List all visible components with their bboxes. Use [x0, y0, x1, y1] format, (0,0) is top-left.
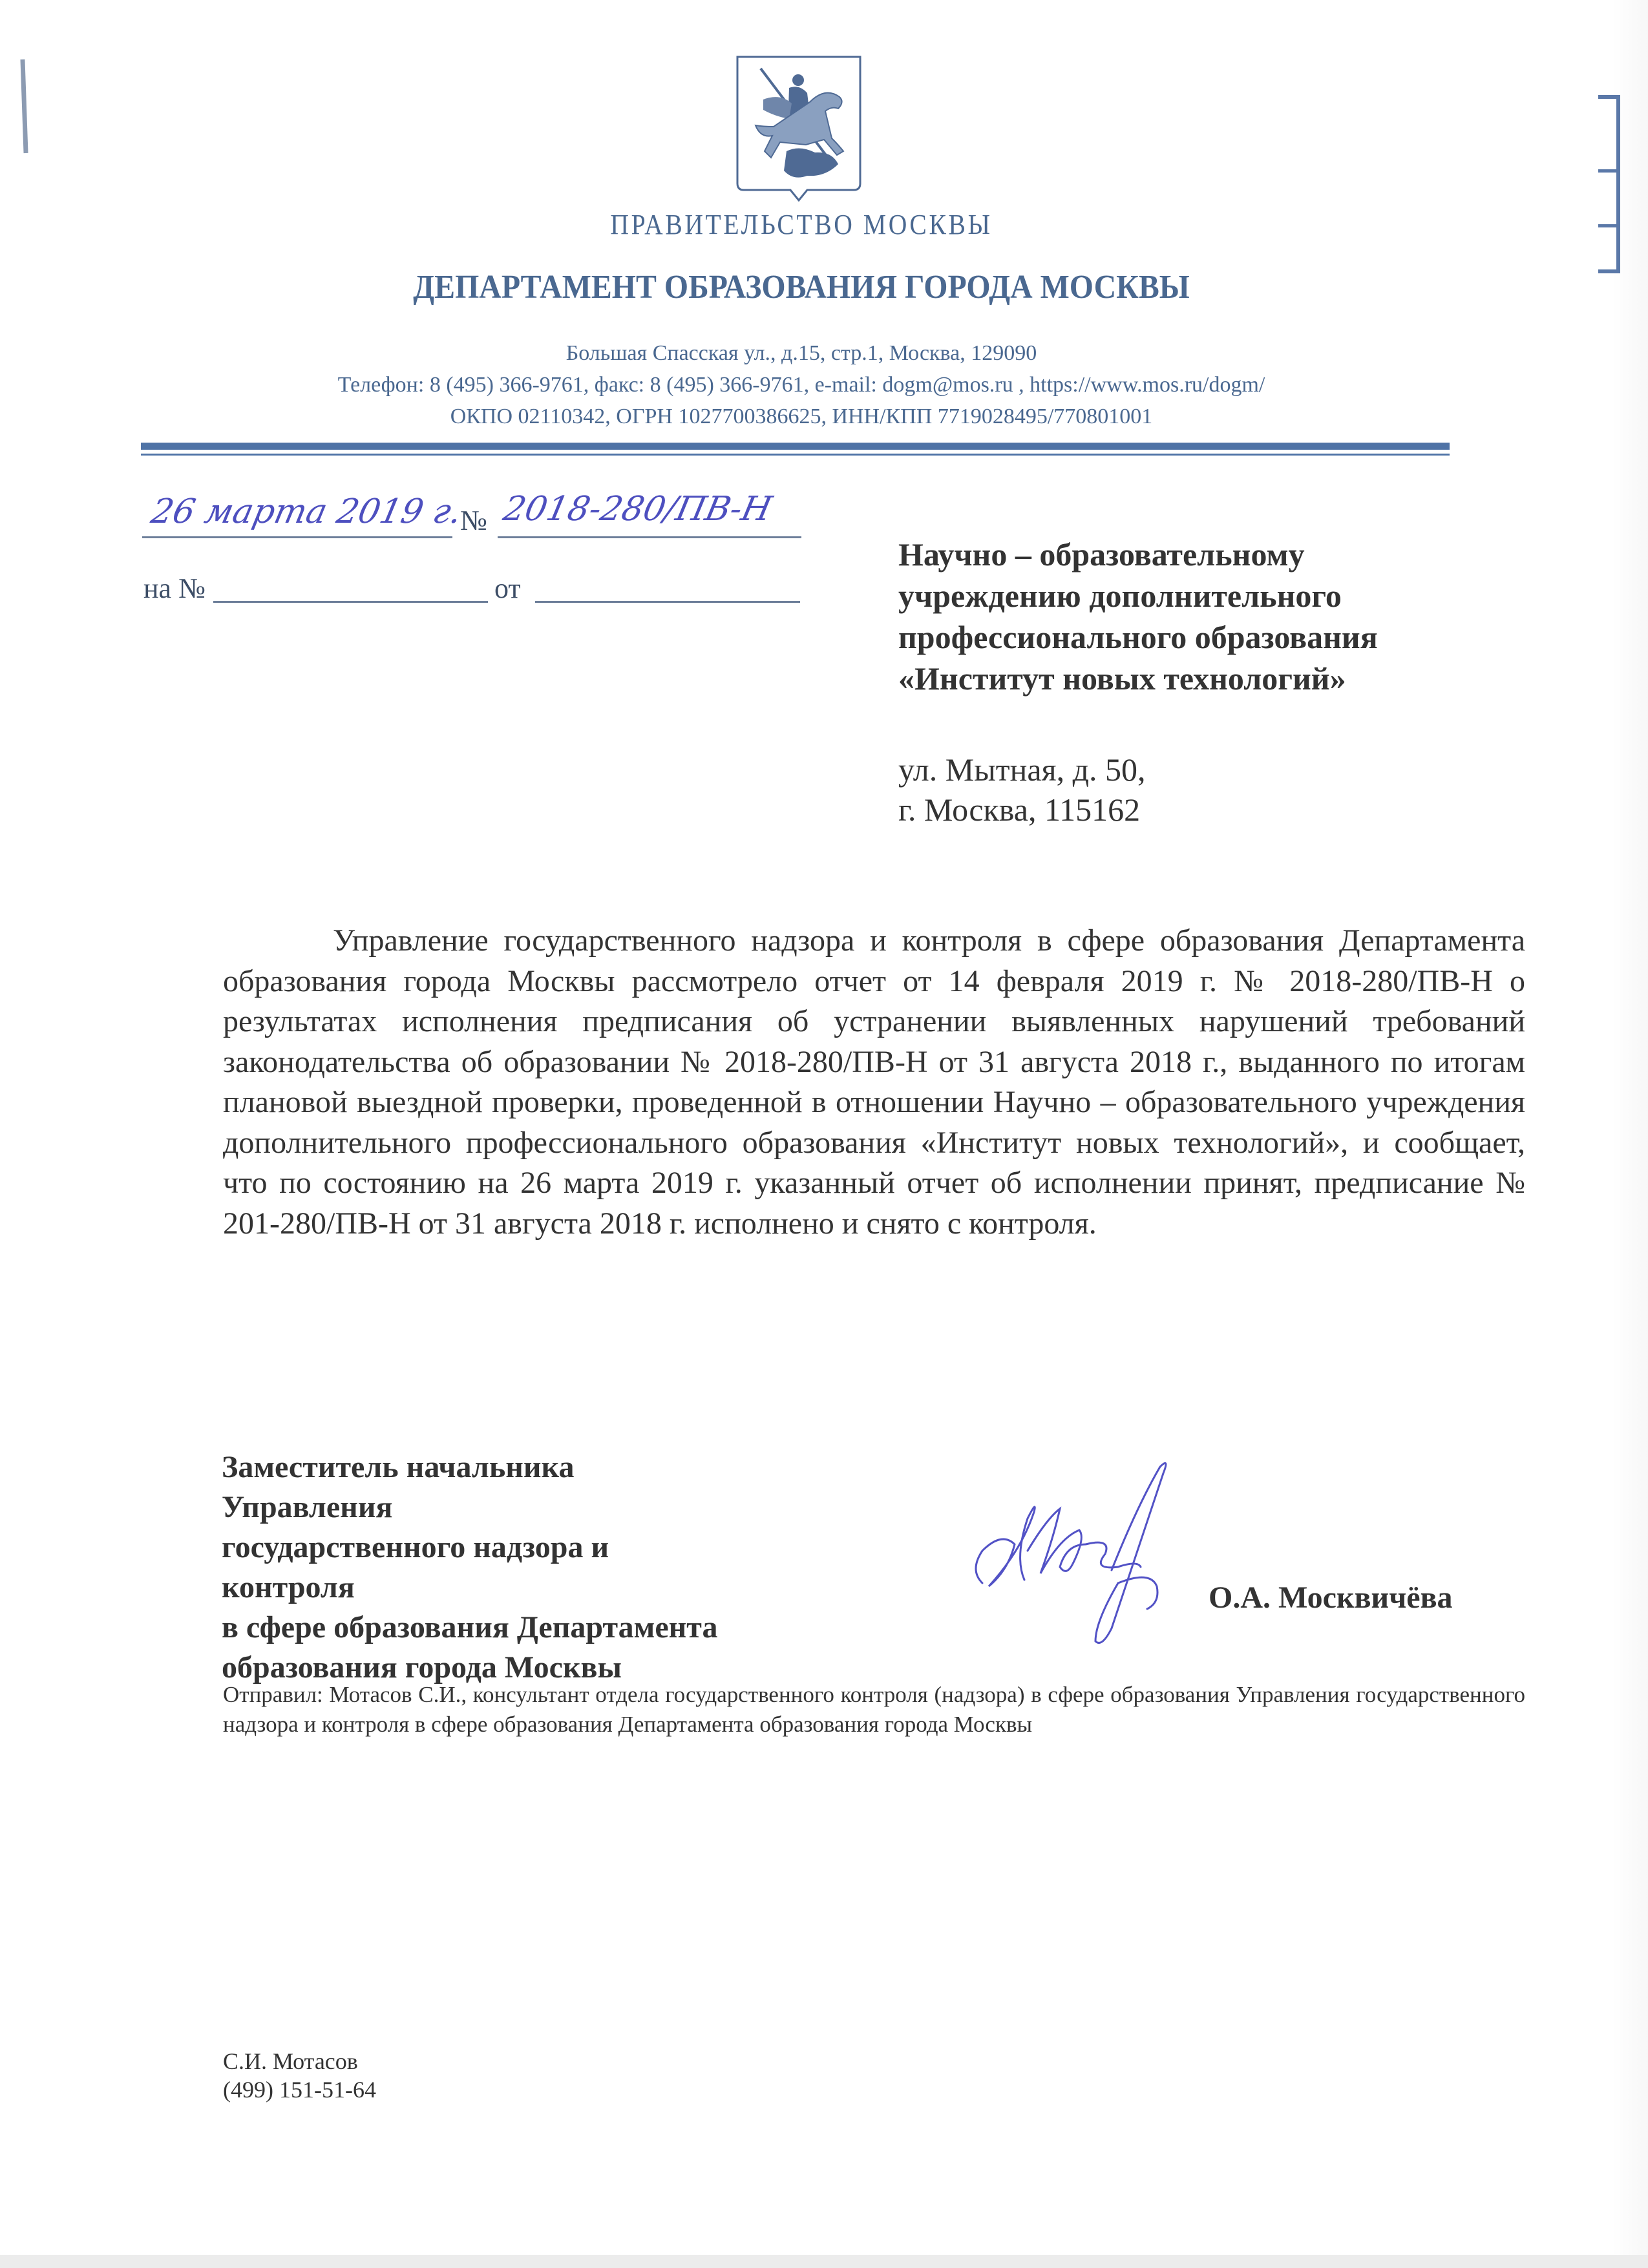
- address-line: ул. Мытная, д. 50,: [898, 751, 1146, 788]
- registration-number: 2018-280/ПВ-Н: [500, 490, 776, 529]
- number-underline: [498, 536, 801, 538]
- department-contacts: Телефон: 8 (495) 366-9761, факс: 8 (495) 366-9761, e-mail: dogm@mos.ru , https://www.mos.ru/dogm/: [337, 373, 1265, 397]
- reference-date-label: от: [494, 572, 521, 604]
- recipient-line: «Институт новых технологий»: [898, 660, 1346, 697]
- filing-bracket-tick: [1598, 224, 1620, 227]
- signer-title-line: государственного надзора и контроля: [222, 1530, 609, 1604]
- address-line: г. Москва, 115162: [898, 792, 1141, 828]
- recipient-line: учреждению дополнительного: [898, 578, 1342, 614]
- department-address: Большая Спасская ул., д.15, стр.1, Москва, 129090: [565, 341, 1037, 365]
- government-title: ПРАВИТЕЛЬСТВО МОСКВЫ: [610, 209, 993, 240]
- reference-number-field: [213, 601, 488, 603]
- executor-phone: (499) 151-51-64: [223, 2077, 376, 2103]
- department-codes: ОКПО 02110342, ОГРН 1027700386625, ИНН/КПП 7719028495/770801001: [450, 404, 1153, 428]
- recipient-name: [898, 534, 1545, 699]
- letterhead-rule: [141, 443, 1450, 450]
- signer-title-line: Заместитель начальника Управления: [222, 1450, 575, 1524]
- filing-bracket-tick: [1598, 169, 1620, 173]
- reference-date-field: [535, 601, 800, 603]
- recipient-address: [898, 750, 1146, 830]
- date-underline: [142, 536, 452, 538]
- department-title: ДЕПАРТАМЕНТ ОБРАЗОВАНИЯ ГОРОДА МОСКВЫ: [413, 269, 1190, 306]
- number-sign: №: [460, 505, 487, 536]
- signer-title: [222, 1447, 739, 1688]
- handwritten-signature-icon: [963, 1454, 1183, 1667]
- signer-title-line: в сфере образования Департамента: [222, 1610, 718, 1644]
- signer-title-line: образования города Москвы: [222, 1650, 622, 1685]
- executor-info: [223, 2047, 376, 2104]
- registration-date: 26 марта 2019 г.: [147, 492, 466, 531]
- filing-bracket: [1598, 95, 1620, 273]
- letter-body: Управление государственного надзора и контроля в сфере образования Департамента образования города Москвы рассмотрело отчет от 14 февраля 2019 г. № 2018-280/ПВ-Н о результатах исполнения предписания об устранении выявленных нарушений требований законодательства об образовании № 2018-280/ПВ-Н от 31 августа 2018 г., выданного по итогам плановой выездной проверки, проведенной в отношении Научно – образовательного учреждения дополнительного профессионального образования «Институт новых технологий», и сообщает, что по состоянию на 26 марта 2019 г. указанный отчет об исполнении принят, предписание № 201-280/ПВ-Н от 31 августа 2018 г. исполнено и снято с контроля.: [223, 923, 1525, 1241]
- scan-mark: [20, 59, 28, 153]
- moscow-coat-of-arms-icon: [735, 54, 863, 202]
- reference-number-label: на №: [143, 572, 206, 604]
- scan-edge-right: [1612, 0, 1648, 2268]
- letterhead-rule-thin: [141, 454, 1450, 456]
- recipient-line: Научно – образовательному: [898, 536, 1305, 572]
- signer-name: О.А. Москвичёва: [1209, 1580, 1453, 1615]
- scan-edge-bottom: [0, 2255, 1648, 2268]
- recipient-line: профессионального образования: [898, 619, 1378, 655]
- sender-note: Отправил: Мотасов С.И., консультант отдела государственного контроля (надзора) в сфере образования Управления государственного надзора и контроля в сфере образования Департамента образования города Москвы: [223, 1682, 1525, 1737]
- executor-name: С.И. Мотасов: [223, 2048, 358, 2074]
